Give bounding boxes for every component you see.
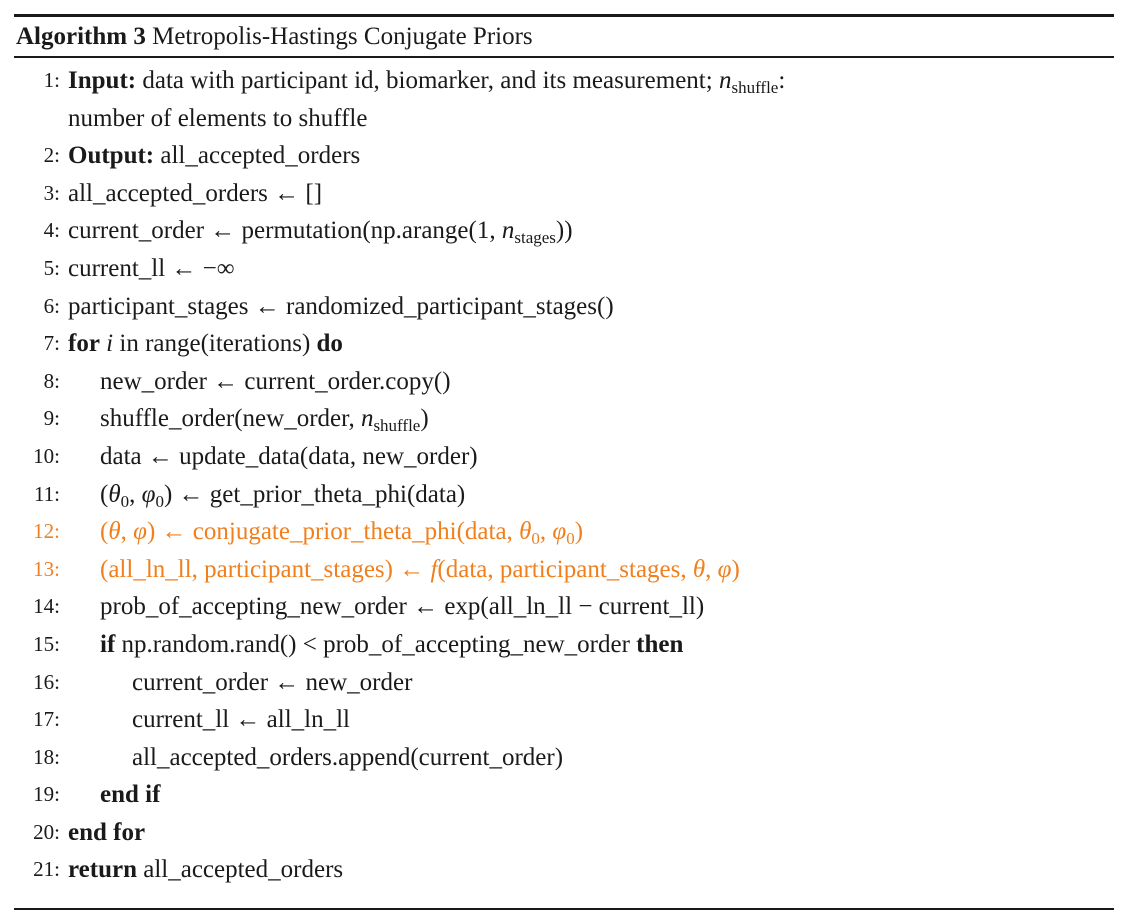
algorithm-line	[0, 664, 1136, 702]
subscript: 0	[566, 529, 575, 549]
code-text: )	[420, 405, 429, 433]
line-number: 12:	[33, 519, 60, 544]
line-number: 17:	[33, 707, 60, 732]
code-text: (data, participant_stages,	[437, 555, 693, 583]
line-number: 18:	[33, 744, 60, 769]
code-text: (all_ln_ll, participant_stages) ←	[100, 555, 431, 583]
code-text: shuffle_order(new_order,	[100, 405, 361, 433]
line-number: 4:	[43, 218, 60, 243]
line-code	[132, 701, 350, 739]
code-text: new_order ← current_order.copy()	[100, 367, 451, 395]
code-text: :	[778, 67, 786, 94]
code-text: ,	[129, 480, 142, 508]
subscript: shuffle	[373, 416, 421, 436]
subscript: 0	[531, 529, 540, 549]
algorithm-line-continuation	[0, 100, 1136, 138]
line-code	[100, 776, 160, 814]
line-number: 6:	[43, 293, 60, 318]
line-number: 2:	[43, 143, 60, 168]
algorithm-caption	[16, 20, 533, 54]
algorithm-line	[0, 776, 1136, 814]
line-number: 19:	[33, 782, 60, 807]
line-number: 14:	[33, 594, 60, 619]
code-text: np.random.rand() < prob_of_accepting_new_order	[115, 630, 637, 658]
algorithm-line	[0, 363, 1136, 401]
line-number: 20:	[33, 819, 60, 844]
code-text: ,	[539, 518, 553, 546]
subscript: shuffle	[731, 78, 779, 97]
line-code	[68, 814, 145, 852]
line-code	[68, 212, 573, 250]
math-symbol: θ	[692, 555, 706, 583]
math-symbol: f	[430, 555, 438, 583]
algorithm-line	[0, 212, 1136, 250]
algorithm-line	[0, 513, 1136, 551]
line-number: 21:	[33, 857, 60, 882]
top-rule	[14, 14, 1114, 17]
code-text: data with participant id, biomarker, and its measurement;	[136, 67, 719, 94]
keyword: if	[100, 630, 116, 658]
code-text: prob_of_accepting_new_order ← exp(all_ln_ll − current_ll)	[100, 593, 705, 621]
math-symbol: i	[106, 330, 114, 358]
line-number: 1:	[43, 68, 60, 92]
line-code	[68, 288, 614, 326]
math-symbol: θ	[108, 480, 121, 508]
code-text: )	[574, 518, 584, 546]
line-number: 3:	[43, 180, 60, 205]
code-text: ,	[705, 555, 718, 583]
code-text: )	[731, 555, 740, 583]
line-code	[68, 851, 343, 889]
line-number: 10:	[33, 443, 60, 468]
line-code	[100, 476, 465, 514]
code-text: current_order ← new_order	[132, 668, 413, 696]
algorithm-line	[0, 62, 1136, 100]
algorithm-line	[0, 851, 1136, 889]
subscript: 0	[155, 491, 164, 511]
algorithm-line	[0, 325, 1136, 363]
line-number: 7:	[43, 331, 60, 356]
algorithm-line	[0, 288, 1136, 326]
algorithm-line	[0, 400, 1136, 438]
keyword: do	[316, 330, 343, 358]
algorithm-line	[0, 814, 1136, 852]
line-code	[68, 62, 785, 100]
code-text: all_accepted_orders	[136, 856, 344, 884]
caption-rule	[14, 56, 1114, 58]
code-text: (	[100, 518, 109, 546]
line-number: 15:	[33, 631, 60, 656]
keyword: Input:	[68, 67, 137, 94]
subscript: 0	[120, 491, 130, 511]
algorithm-line	[0, 588, 1136, 626]
code-text: ) ← conjugate_prior_theta_phi(data,	[146, 518, 520, 546]
keyword: end for	[68, 818, 146, 846]
line-code	[100, 438, 478, 476]
math-symbol: φ	[141, 480, 156, 508]
code-text: current_ll ← −∞	[68, 254, 235, 282]
code-text: ) ← get_prior_theta_phi(data)	[163, 480, 466, 508]
line-code	[100, 513, 583, 551]
line-number: 11:	[33, 481, 60, 506]
keyword: Output:	[68, 142, 155, 170]
algorithm-title: Metropolis-Hastings Conjugate Priors	[152, 23, 533, 50]
code-text: all_accepted_orders	[154, 142, 361, 170]
algorithm-label: Algorithm 3	[16, 23, 146, 50]
code-text: ))	[555, 217, 573, 245]
keyword: then	[636, 630, 684, 658]
code-text: data ← update_data(data, new_order)	[100, 442, 478, 470]
line-code	[68, 325, 343, 363]
code-text: ,	[120, 518, 134, 546]
code-text: (	[100, 480, 109, 508]
line-code	[68, 137, 360, 175]
algorithm-line	[0, 137, 1136, 175]
code-text: current_order ← permutation(np.arange(1,	[68, 217, 502, 245]
line-number: 9:	[43, 406, 60, 431]
line-code	[68, 175, 322, 213]
line-code	[100, 626, 683, 664]
line-code	[68, 100, 367, 138]
line-code	[100, 551, 740, 589]
line-code	[132, 664, 412, 702]
algorithm-line	[0, 739, 1136, 777]
math-symbol: φ	[552, 518, 567, 546]
code-text: all_accepted_orders.append(current_order)	[132, 743, 564, 771]
math-symbol: n	[501, 217, 515, 245]
math-symbol: n	[718, 67, 732, 94]
line-number: 5:	[43, 255, 60, 280]
math-symbol: φ	[717, 555, 732, 583]
algorithm-line	[0, 701, 1136, 739]
keyword: for	[68, 330, 100, 358]
algorithm-line	[0, 476, 1136, 514]
algorithm-line	[0, 438, 1136, 476]
math-symbol: φ	[133, 518, 147, 546]
algorithm-body	[0, 62, 1136, 889]
math-symbol: θ	[108, 518, 121, 546]
code-text: all_accepted_orders ← []	[68, 179, 323, 207]
code-text: number of elements to shuffle	[68, 104, 368, 132]
line-code	[100, 588, 704, 626]
code-text: participant_stages ← randomized_participant_stages()	[68, 292, 614, 320]
keyword: return	[68, 856, 137, 884]
line-number: 8:	[43, 368, 60, 393]
line-code	[100, 400, 429, 438]
line-code	[132, 739, 563, 777]
algorithm-line	[0, 250, 1136, 288]
subscript: stages	[514, 228, 556, 248]
bottom-rule	[14, 908, 1114, 910]
math-symbol: θ	[519, 518, 532, 546]
algorithm-line	[0, 175, 1136, 213]
code-text: in range(iterations)	[113, 330, 317, 358]
line-number: 13:	[33, 556, 60, 581]
math-symbol: n	[360, 405, 374, 433]
algorithm-line	[0, 551, 1136, 589]
line-number: 16:	[33, 669, 60, 694]
line-code	[100, 363, 451, 401]
line-code	[68, 250, 235, 288]
keyword: end if	[100, 781, 161, 809]
code-text: current_ll ← all_ln_ll	[132, 706, 351, 734]
algorithm-line	[0, 626, 1136, 664]
